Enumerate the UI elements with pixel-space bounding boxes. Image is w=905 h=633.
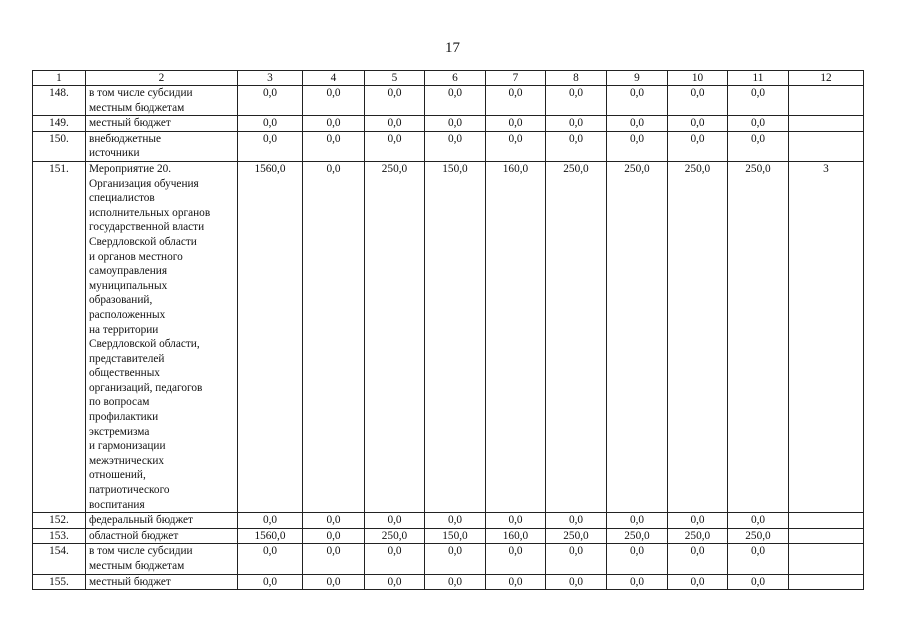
value-cell: 0,0 — [668, 86, 728, 116]
row-name: местный бюджет — [86, 116, 238, 132]
column-12-cell — [789, 116, 864, 132]
value-cell: 0,0 — [238, 86, 303, 116]
row-number: 148. — [33, 86, 86, 116]
value-cell: 0,0 — [486, 544, 546, 574]
value-cell: 160,0 — [486, 528, 546, 544]
value-cell: 250,0 — [365, 161, 425, 512]
value-cell: 0,0 — [303, 574, 365, 590]
column-header: 9 — [607, 71, 668, 86]
row-name: в том числе субсидии местным бюджетам — [86, 544, 238, 574]
value-cell: 0,0 — [668, 131, 728, 161]
value-cell: 0,0 — [303, 131, 365, 161]
value-cell: 0,0 — [728, 544, 789, 574]
value-cell: 0,0 — [668, 544, 728, 574]
column-header: 6 — [425, 71, 486, 86]
table-row — [33, 574, 864, 590]
table-row — [33, 131, 864, 161]
column-12-cell — [789, 86, 864, 116]
table-row — [33, 116, 864, 132]
value-cell: 0,0 — [546, 86, 607, 116]
column-header: 11 — [728, 71, 789, 86]
row-name: Мероприятие 20. Организация обучения специалистов исполнительных органов государственной власти Свердловской области и органов местного самоуправления муниципальных образований, расположенных на территории Свердловской области, представителей общественных организаций, педагогов по вопросам профилактики экстремизма и гармонизации межэтнических отношений, патриотического воспитания — [86, 161, 238, 512]
value-cell: 0,0 — [546, 574, 607, 590]
value-cell: 0,0 — [546, 544, 607, 574]
value-cell: 250,0 — [668, 161, 728, 512]
value-cell: 0,0 — [728, 574, 789, 590]
value-cell: 1560,0 — [238, 161, 303, 512]
value-cell: 0,0 — [728, 513, 789, 529]
column-12-cell — [789, 131, 864, 161]
value-cell: 0,0 — [303, 528, 365, 544]
row-number: 151. — [33, 161, 86, 512]
value-cell: 0,0 — [303, 116, 365, 132]
value-cell: 250,0 — [607, 161, 668, 512]
value-cell: 0,0 — [607, 116, 668, 132]
column-header: 7 — [486, 71, 546, 86]
row-number: 154. — [33, 544, 86, 574]
value-cell: 0,0 — [365, 513, 425, 529]
value-cell: 0,0 — [425, 544, 486, 574]
value-cell: 250,0 — [607, 528, 668, 544]
value-cell: 0,0 — [486, 574, 546, 590]
value-cell: 0,0 — [425, 116, 486, 132]
value-cell: 0,0 — [546, 116, 607, 132]
value-cell: 0,0 — [486, 116, 546, 132]
value-cell: 0,0 — [365, 544, 425, 574]
value-cell: 250,0 — [728, 528, 789, 544]
value-cell: 0,0 — [607, 574, 668, 590]
value-cell: 0,0 — [607, 544, 668, 574]
value-cell: 0,0 — [546, 513, 607, 529]
value-cell: 1560,0 — [238, 528, 303, 544]
value-cell: 0,0 — [303, 513, 365, 529]
value-cell: 0,0 — [668, 116, 728, 132]
column-header: 2 — [86, 71, 238, 86]
value-cell: 0,0 — [238, 574, 303, 590]
value-cell: 0,0 — [546, 131, 607, 161]
row-number: 150. — [33, 131, 86, 161]
page-number: 17 — [445, 40, 460, 56]
value-cell: 0,0 — [728, 131, 789, 161]
column-header: 5 — [365, 71, 425, 86]
column-header: 3 — [238, 71, 303, 86]
value-cell: 0,0 — [607, 86, 668, 116]
value-cell: 0,0 — [425, 513, 486, 529]
value-cell: 0,0 — [238, 131, 303, 161]
value-cell: 250,0 — [365, 528, 425, 544]
value-cell: 0,0 — [668, 513, 728, 529]
value-cell: 0,0 — [425, 86, 486, 116]
value-cell: 250,0 — [546, 161, 607, 512]
column-header: 12 — [789, 71, 864, 86]
value-cell: 0,0 — [365, 574, 425, 590]
value-cell: 0,0 — [486, 513, 546, 529]
row-name: местный бюджет — [86, 574, 238, 590]
value-cell: 0,0 — [365, 131, 425, 161]
row-name: в том числе субсидии местным бюджетам — [86, 86, 238, 116]
value-cell: 250,0 — [668, 528, 728, 544]
column-12-cell: 3 — [789, 161, 864, 512]
row-name: областной бюджет — [86, 528, 238, 544]
value-cell: 0,0 — [728, 86, 789, 116]
column-12-cell — [789, 544, 864, 574]
value-cell: 0,0 — [365, 116, 425, 132]
value-cell: 0,0 — [238, 513, 303, 529]
row-number: 152. — [33, 513, 86, 529]
value-cell: 0,0 — [728, 116, 789, 132]
column-12-cell — [789, 513, 864, 529]
value-cell: 0,0 — [303, 86, 365, 116]
value-cell: 0,0 — [668, 574, 728, 590]
budget-table — [32, 70, 864, 590]
value-cell: 250,0 — [546, 528, 607, 544]
column-12-cell — [789, 574, 864, 590]
table-row — [33, 544, 864, 574]
column-header: 4 — [303, 71, 365, 86]
row-name: внебюджетные источники — [86, 131, 238, 161]
table-row — [33, 528, 864, 544]
table-row — [33, 161, 864, 512]
column-header: 8 — [546, 71, 607, 86]
value-cell: 0,0 — [238, 544, 303, 574]
value-cell: 0,0 — [425, 574, 486, 590]
row-number: 149. — [33, 116, 86, 132]
column-12-cell — [789, 528, 864, 544]
row-name: федеральный бюджет — [86, 513, 238, 529]
table-row — [33, 86, 864, 116]
value-cell: 0,0 — [607, 131, 668, 161]
row-number: 155. — [33, 574, 86, 590]
value-cell: 0,0 — [238, 116, 303, 132]
column-header: 1 — [33, 71, 86, 86]
value-cell: 0,0 — [303, 544, 365, 574]
value-cell: 0,0 — [365, 86, 425, 116]
value-cell: 160,0 — [486, 161, 546, 512]
value-cell: 0,0 — [303, 161, 365, 512]
column-header: 10 — [668, 71, 728, 86]
value-cell: 0,0 — [486, 86, 546, 116]
header-row — [33, 71, 864, 86]
table-row — [33, 513, 864, 529]
row-number: 153. — [33, 528, 86, 544]
value-cell: 150,0 — [425, 161, 486, 512]
value-cell: 150,0 — [425, 528, 486, 544]
value-cell: 0,0 — [486, 131, 546, 161]
value-cell: 250,0 — [728, 161, 789, 512]
value-cell: 0,0 — [607, 513, 668, 529]
value-cell: 0,0 — [425, 131, 486, 161]
